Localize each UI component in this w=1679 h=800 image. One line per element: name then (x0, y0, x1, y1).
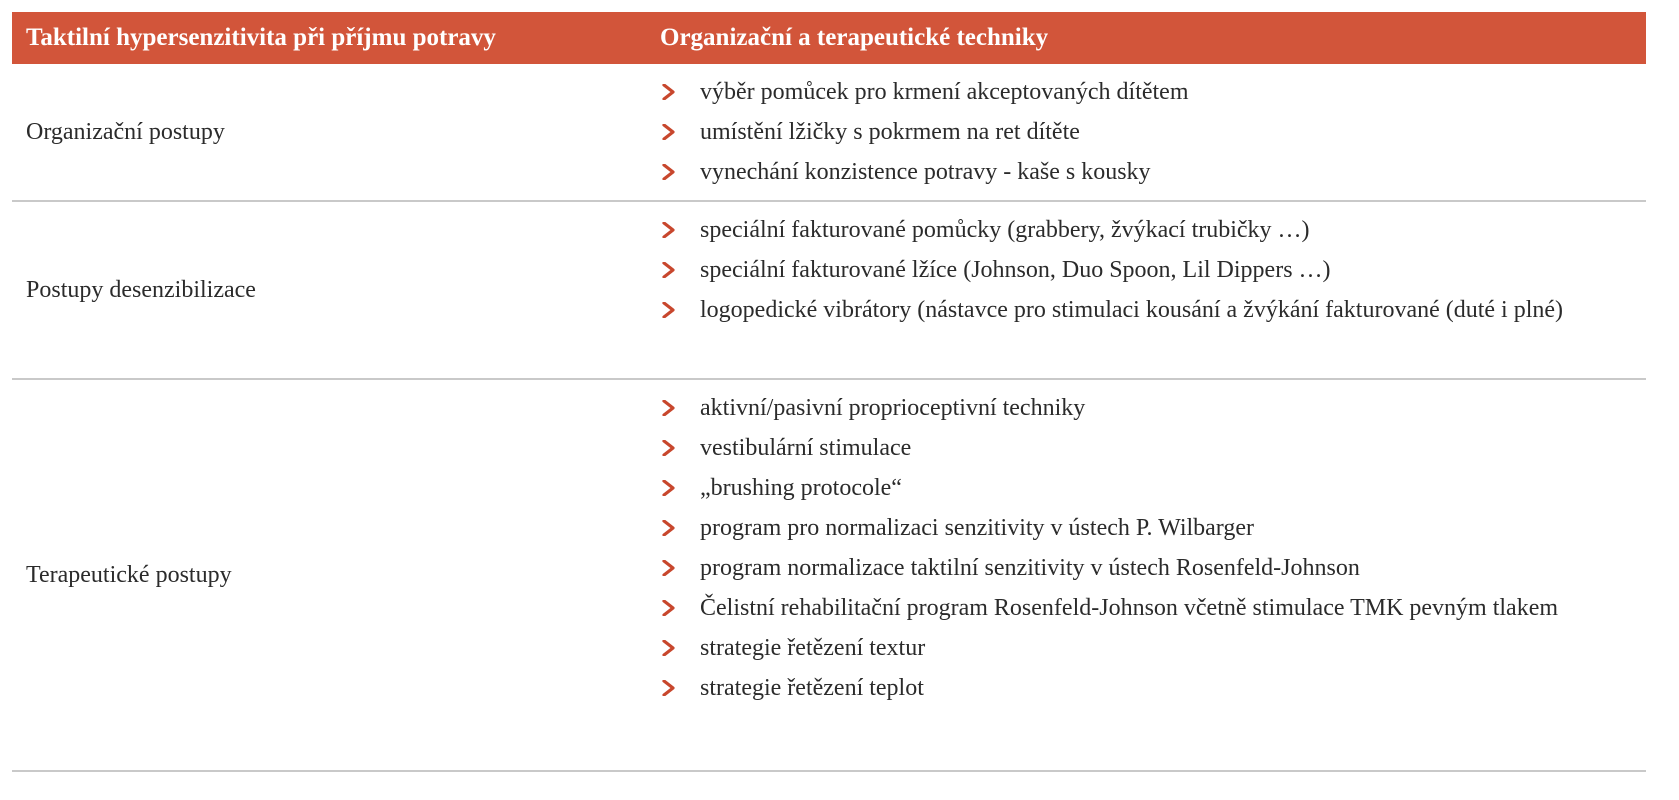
list-item-text: vynechání konzistence potravy - kaše s kousky (700, 159, 1151, 185)
table-row (12, 380, 1646, 772)
row-label: Postupy desenzibilizace (26, 276, 256, 303)
list-item-text: program pro normalizaci senzitivity v ústech P. Wilbarger (700, 515, 1255, 541)
list-item-text: strategie řetězení teplot (700, 675, 924, 701)
row-label: Organizační postupy (26, 118, 225, 145)
list-item (660, 112, 1640, 152)
row-items-cell (660, 380, 1646, 770)
chevron-right-icon (662, 548, 684, 588)
table-header (12, 12, 1646, 64)
list-item (660, 668, 1640, 708)
header-col-hypersensitivity: Taktilní hypersenzitivita při příjmu potravy (26, 24, 496, 51)
list-item-text: výběr pomůcek pro krmení akceptovaných dítětem (700, 79, 1189, 105)
row-label: Terapeutické postupy (26, 561, 232, 588)
list-item-text: logopedické vibrátory (nástavce pro stimulaci kousání a žvýkání fakturované (duté i plné) (700, 297, 1564, 323)
chevron-right-icon (662, 152, 684, 192)
technique-list (660, 72, 1640, 192)
techniques-table (12, 12, 1646, 772)
chevron-right-icon (662, 388, 684, 428)
list-item (660, 548, 1640, 588)
row-items-cell (660, 64, 1646, 200)
list-item (660, 250, 1640, 290)
list-item-text: aktivní/pasivní proprioceptivní techniky (700, 395, 1086, 421)
list-item-text: umístění lžičky s pokrmem na ret dítěte (700, 119, 1080, 145)
chevron-right-icon (662, 508, 684, 548)
list-item-text: program normalizace taktilní senzitivity v ústech Rosenfeld-Johnson (700, 555, 1360, 581)
list-item (660, 428, 1640, 468)
chevron-right-icon (662, 588, 684, 628)
list-item (660, 290, 1640, 330)
chevron-right-icon (662, 72, 684, 112)
chevron-right-icon (662, 428, 684, 468)
list-item-text: vestibulární stimulace (700, 435, 912, 461)
chevron-right-icon (662, 290, 684, 330)
list-item-text: speciální fakturované pomůcky (grabbery, žvýkací trubičky …) (700, 217, 1310, 243)
list-item-text: Čelistní rehabilitační program Rosenfeld-Johnson včetně stimulace TMK pevným tlakem (700, 595, 1559, 621)
row-items-cell (660, 202, 1646, 378)
table-row (12, 64, 1646, 202)
chevron-right-icon (662, 210, 684, 250)
chevron-right-icon (662, 112, 684, 152)
list-item (660, 72, 1640, 112)
technique-list (660, 210, 1640, 330)
table-row (12, 202, 1646, 380)
list-item (660, 210, 1640, 250)
list-item (660, 628, 1640, 668)
chevron-right-icon (662, 468, 684, 508)
list-item-text: „brushing protocole“ (700, 475, 902, 501)
list-item (660, 588, 1640, 628)
list-item (660, 508, 1640, 548)
list-item-text: strategie řetězení textur (700, 635, 926, 661)
list-item (660, 468, 1640, 508)
list-item (660, 152, 1640, 192)
technique-list (660, 388, 1640, 708)
chevron-right-icon (662, 628, 684, 668)
chevron-right-icon (662, 250, 684, 290)
list-item (660, 388, 1640, 428)
header-col-techniques: Organizační a terapeutické techniky (660, 24, 1049, 51)
chevron-right-icon (662, 668, 684, 708)
list-item-text: speciální fakturované lžíce (Johnson, Duo Spoon, Lil Dippers …) (700, 257, 1331, 283)
